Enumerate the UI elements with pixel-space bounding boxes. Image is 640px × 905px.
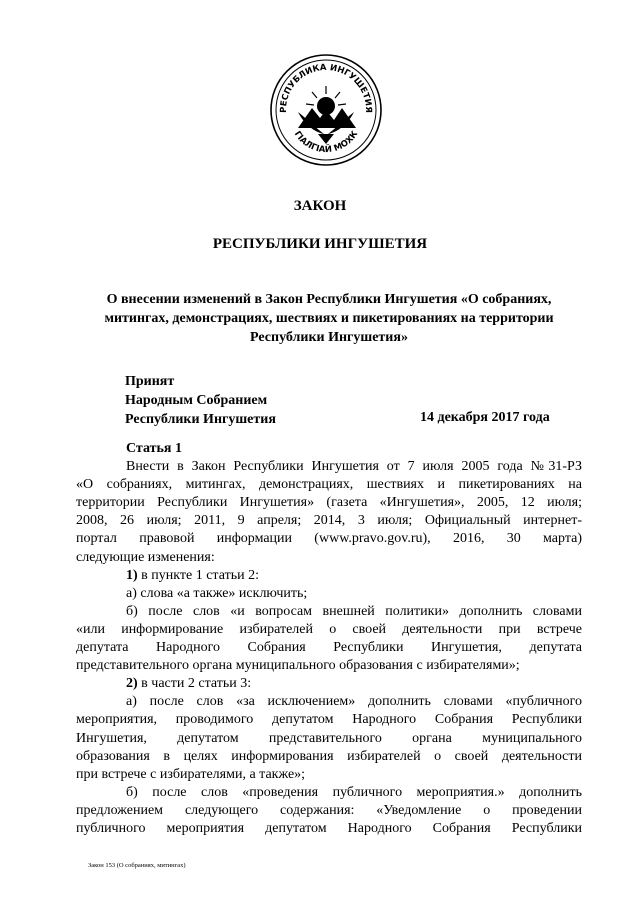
body-line: представительного органа муниципального образования с избирателями»;: [76, 658, 520, 674]
document-type: ЗАКОН: [293, 198, 347, 214]
svg-text:РЕСПУБЛИКА ИНГУШЕТИЯ: РЕСПУБЛИКА ИНГУШЕТИЯ: [278, 62, 374, 113]
adoption-date: 14 декабря 2017 года: [420, 410, 550, 425]
body-line: а) слова «а также» исключить;: [126, 585, 308, 601]
body-line: мероприятия, проводимого депутатом Народного Собрания Республики: [76, 712, 582, 728]
body-line: Внести в Закон Республики Ингушетия от 7 июля 2005 года №31-РЗ: [126, 459, 582, 475]
adoption-block: Принят Народным Собранием Республики Ингушетия: [125, 374, 276, 427]
body-line: «или информирование избирателей о своей деятельности при встрече: [76, 621, 582, 637]
body-line: при встрече с избирателями, а также»;: [76, 766, 306, 782]
law-subject: О внесении изменений в Закон Республики Ингушетия «О собраниях, митингах, демонстрациях, шествиях и пикетированиях на территории Республики Ингушетия»: [104, 292, 554, 345]
body-line: территории Республики Ингушетия» (газета «Ингушетия», 2005, 12 июля;: [76, 495, 582, 511]
body-line: Ингушетия, депутатом представительного органа муниципального: [76, 730, 582, 746]
article-body: [76, 440, 582, 838]
body-line: предложением следующего содержания: «Уведомление о проведении: [76, 802, 582, 818]
page-footer: Закон 153 (О собраниях, митингах): [88, 862, 186, 869]
article-heading: Статья 1: [126, 441, 182, 456]
body-line: б) после слов «проведения публичного мероприятия.» дополнить: [126, 784, 582, 800]
body-line: публичного мероприятия депутатом Народного Собрания Республики: [76, 820, 582, 836]
republic-title: РЕСПУБЛИКИ ИНГУШЕТИЯ: [212, 236, 428, 252]
body-line: образования в целях информирования избирателей о своей деятельности: [76, 748, 582, 764]
svg-text:ГІАЛГІАЙ МОХК: ГІАЛГІАЙ МОХК: [291, 129, 361, 156]
body-line: депутата Народного Собрания Республики Ингушетия, депутата: [76, 640, 582, 656]
list-item-1: 1) в пункте 1 статьи 2:: [126, 567, 259, 583]
body-line: следующие изменения:: [76, 549, 215, 565]
body-line: портал правовой информации (www.pravo.gov.ru), 2016, 30 марта): [76, 531, 582, 547]
list-item-2: 2) в части 2 статьи 3:: [126, 676, 252, 692]
coat-of-arms-emblem: [268, 52, 384, 168]
body-line: 2008, 26 июля; 2011, 9 апреля; 2014, 3 июля; Официальный интернет-: [76, 513, 582, 529]
body-line: б) после слов «и вопросам внешней политики» дополнить словами: [126, 603, 582, 619]
body-line: «О собраниях, митингах, демонстрациях, шествиях и пикетированиях на: [76, 477, 582, 493]
body-line: а) после слов «за исключением» дополнить словами «публичного: [126, 694, 582, 710]
